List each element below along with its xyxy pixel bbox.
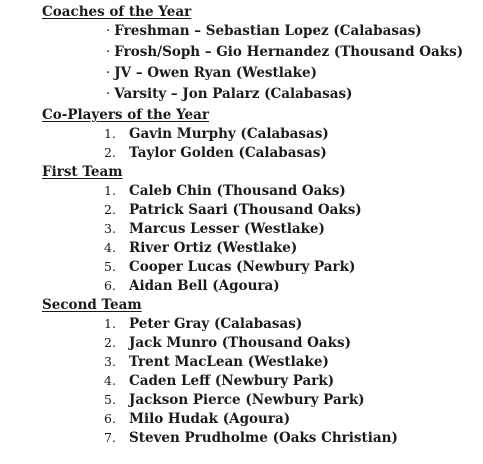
item-number: 6. bbox=[104, 411, 116, 426]
heading-second-team: Second Team bbox=[42, 297, 142, 313]
list-item bbox=[104, 221, 325, 237]
coach-text: Varsity – Jon Palarz (Calabasas) bbox=[114, 86, 353, 102]
list-item bbox=[104, 183, 346, 199]
item-number: 4. bbox=[104, 240, 116, 255]
item-number: 3. bbox=[104, 221, 116, 236]
list-item bbox=[104, 354, 329, 370]
bullet-icon: · bbox=[106, 86, 111, 102]
bullet-icon: · bbox=[106, 23, 111, 39]
item-number: 5. bbox=[104, 392, 116, 407]
list-item bbox=[104, 240, 297, 256]
item-number: 3. bbox=[104, 354, 116, 369]
coach-item bbox=[106, 86, 352, 102]
item-number: 1. bbox=[104, 316, 116, 331]
item-text: Jack Munro (Thousand Oaks) bbox=[129, 335, 352, 351]
list-item bbox=[104, 430, 398, 446]
list-item bbox=[104, 335, 351, 351]
item-text: Taylor Golden (Calabasas) bbox=[129, 145, 327, 161]
item-text: Marcus Lesser (Westlake) bbox=[129, 221, 325, 237]
item-number: 2. bbox=[104, 202, 116, 217]
item-text: River Ortiz (Westlake) bbox=[129, 240, 298, 256]
list-item bbox=[104, 126, 329, 142]
item-number: 6. bbox=[104, 278, 116, 293]
item-text: Milo Hudak (Agoura) bbox=[129, 411, 291, 427]
item-text: Gavin Murphy (Calabasas) bbox=[129, 126, 329, 142]
item-text: Peter Gray (Calabasas) bbox=[129, 316, 303, 332]
item-number: 1. bbox=[104, 183, 116, 198]
item-text: Steven Prudholme (Oaks Christian) bbox=[129, 430, 398, 446]
coach-text: Freshman – Sebastian Lopez (Calabasas) bbox=[114, 23, 422, 39]
item-number: 7. bbox=[104, 430, 116, 445]
item-number: 4. bbox=[104, 373, 116, 388]
list-item bbox=[104, 202, 362, 218]
item-number: 5. bbox=[104, 259, 116, 274]
bullet-icon: · bbox=[106, 65, 111, 81]
item-text: Caden Leff (Newbury Park) bbox=[129, 373, 335, 389]
list-item bbox=[104, 411, 290, 427]
item-text: Caleb Chin (Thousand Oaks) bbox=[129, 183, 346, 199]
coach-item bbox=[106, 65, 317, 81]
heading-coaches-of-the-year: Coaches of the Year bbox=[42, 4, 192, 20]
item-text: Trent MacLean (Westlake) bbox=[129, 354, 329, 370]
list-item bbox=[104, 278, 280, 294]
coach-item bbox=[106, 23, 422, 39]
item-text: Jackson Pierce (Newbury Park) bbox=[129, 392, 365, 408]
item-number: 2. bbox=[104, 335, 116, 350]
coach-text: Frosh/Soph – Gio Hernandez (Thousand Oaks) bbox=[114, 44, 464, 60]
coach-text: JV – Owen Ryan (Westlake) bbox=[114, 65, 317, 81]
list-item bbox=[104, 145, 327, 161]
heading-first-team: First Team bbox=[42, 164, 123, 180]
item-text: Aidan Bell (Agoura) bbox=[129, 278, 280, 294]
bullet-icon: · bbox=[106, 44, 111, 60]
coach-item bbox=[106, 44, 463, 60]
item-text: Cooper Lucas (Newbury Park) bbox=[129, 259, 356, 275]
item-text: Patrick Saari (Thousand Oaks) bbox=[129, 202, 362, 218]
list-item bbox=[104, 373, 334, 389]
item-number: 2. bbox=[104, 145, 116, 160]
heading-co-players-of-the-year: Co-Players of the Year bbox=[42, 107, 209, 123]
item-number: 1. bbox=[104, 126, 116, 141]
list-item bbox=[104, 316, 302, 332]
list-item bbox=[104, 259, 355, 275]
list-item bbox=[104, 392, 365, 408]
